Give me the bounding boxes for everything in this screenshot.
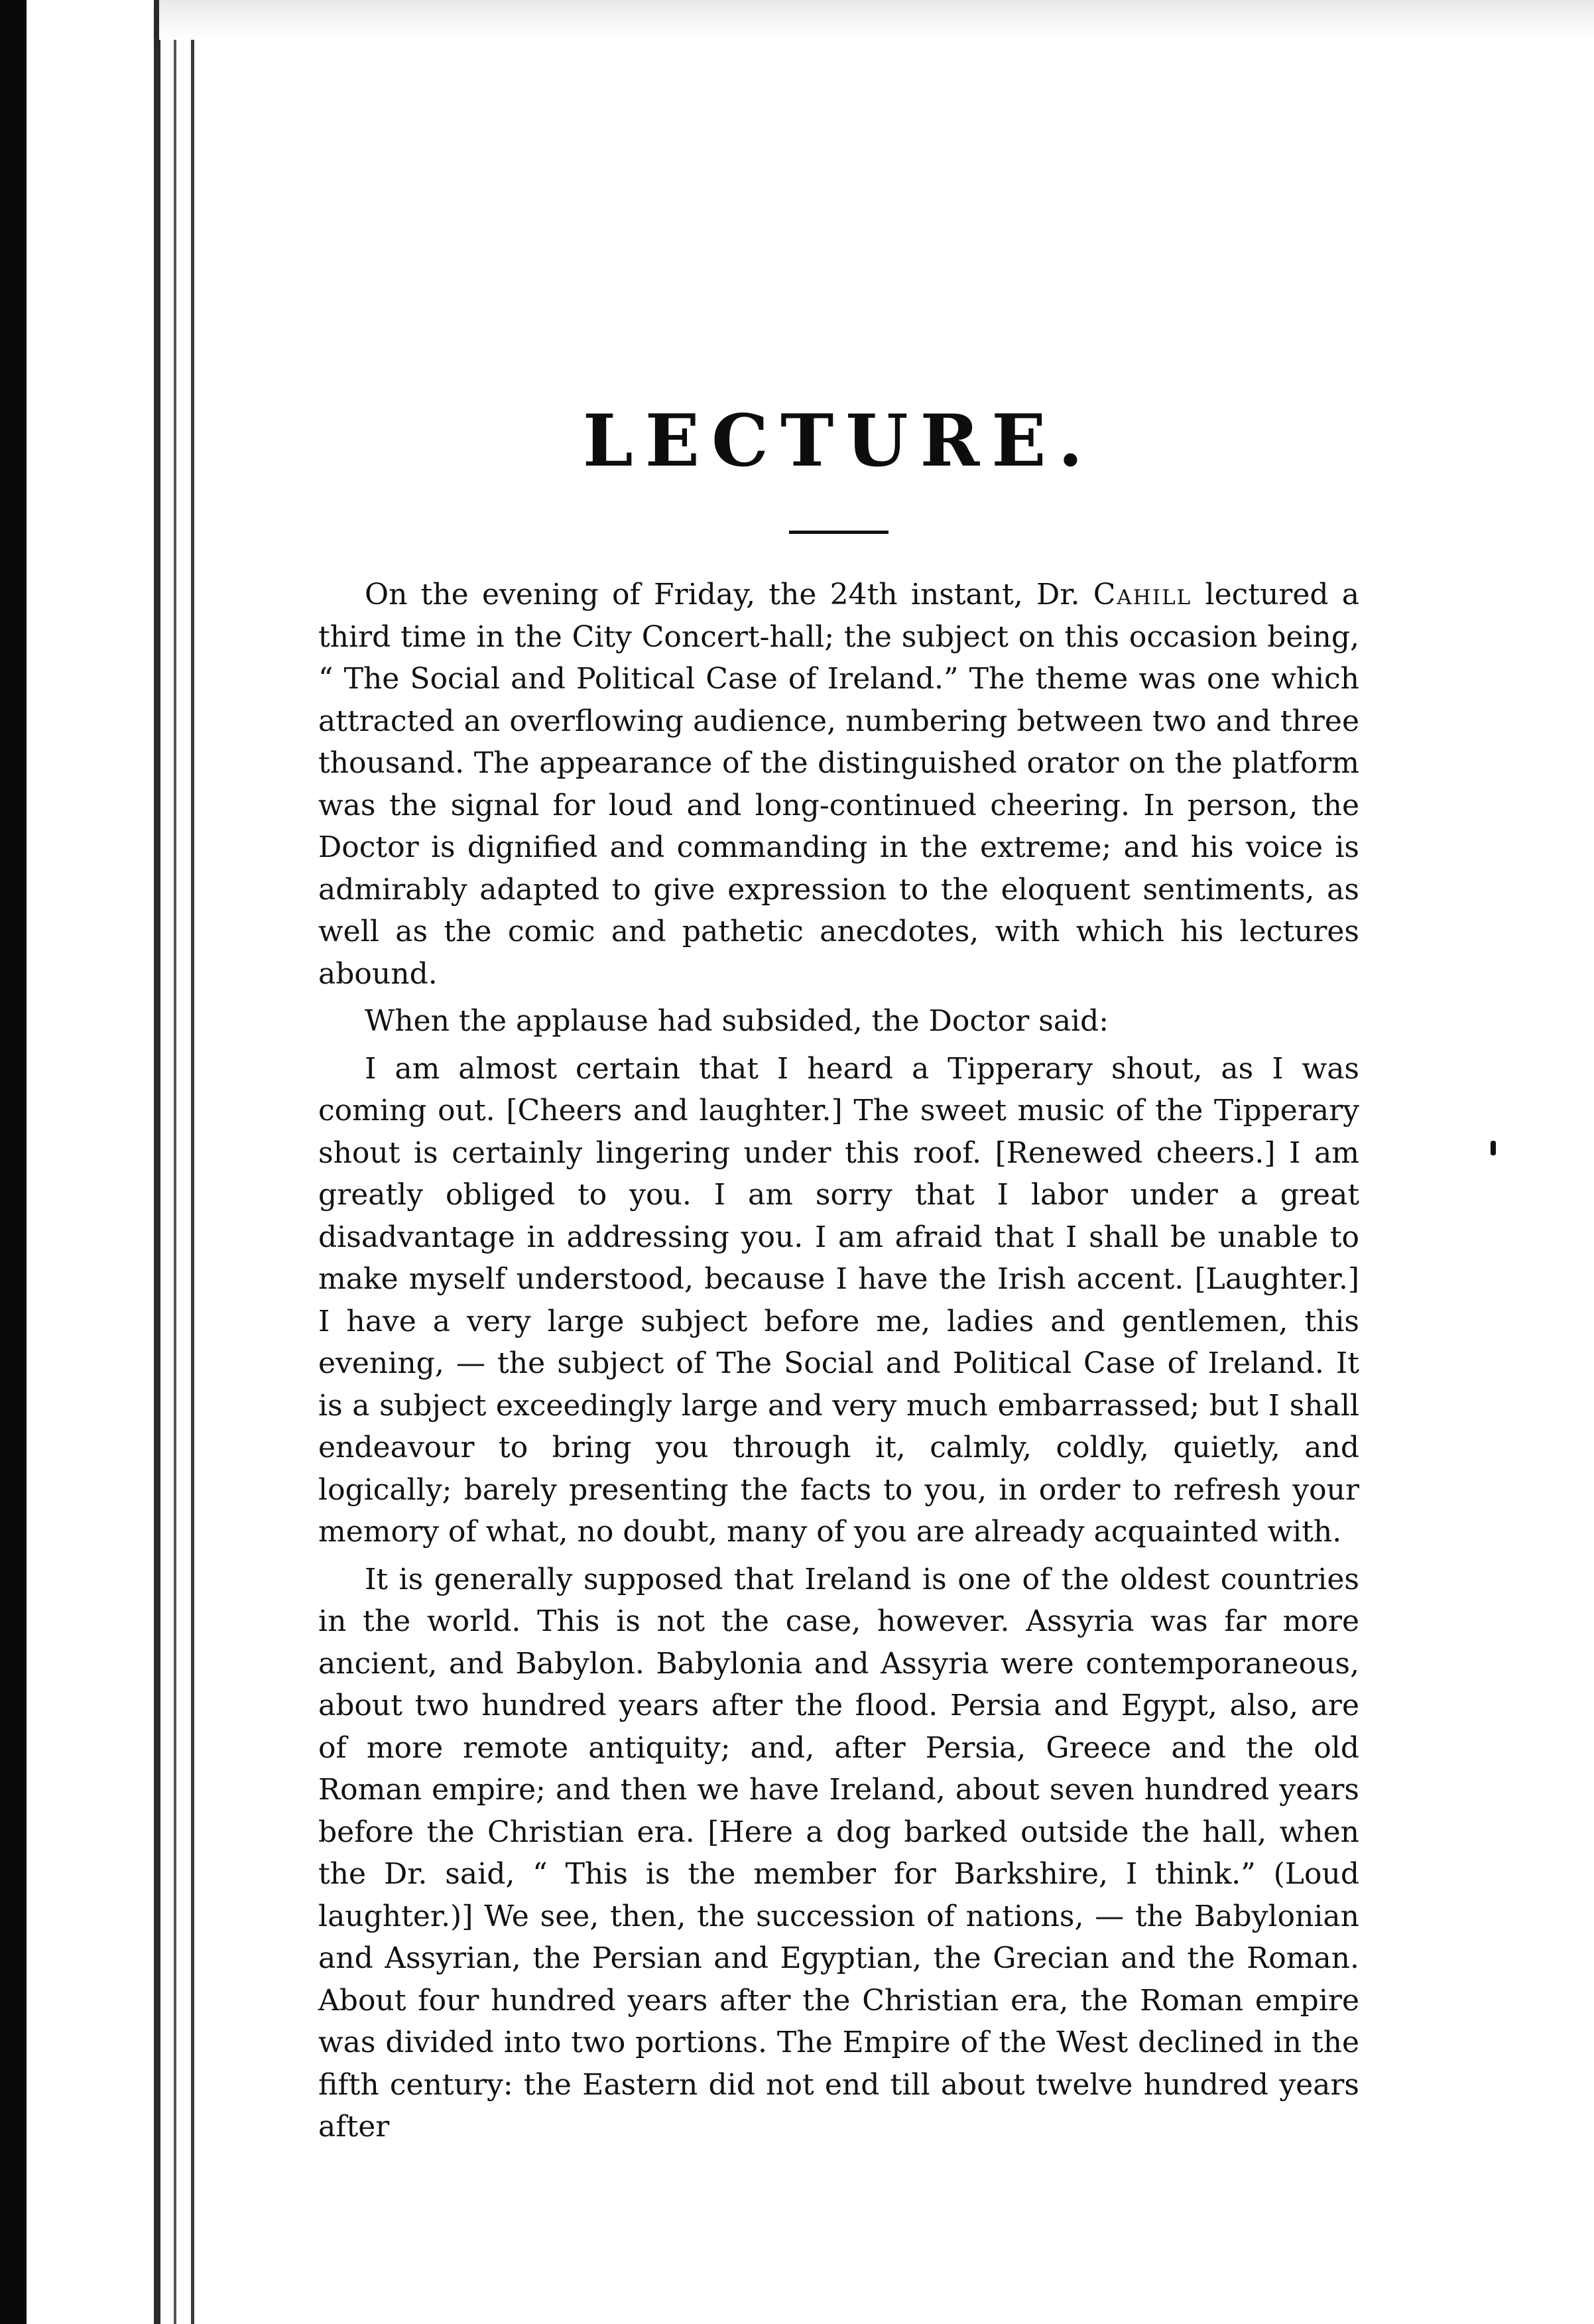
- page-content: [318, 398, 1359, 2154]
- binding-edge: [0, 0, 27, 2324]
- paragraph-intro-before: On the evening of Friday, the 24th instant, Dr.: [365, 578, 1093, 612]
- binding-shadow-line: [174, 0, 176, 2324]
- page-top-shading: [159, 0, 1594, 40]
- paragraph-applause: When the applause had subsided, the Doctor said:: [365, 1004, 1109, 1038]
- margin-mark: [1491, 1141, 1496, 1155]
- paragraph-intro: [318, 574, 1359, 995]
- binding-shadow-line-2: [191, 0, 194, 2324]
- paragraph-intro-after: lectured a third time in the City Concert-hall; the subject on this occasion being, “ The Social and Political Case of Ireland.” The theme was one which attracted an overflowing audience, numbering between two and three thousand. The appearance of the distinguished orator on the platform was the signal for loud and long-continued cheering. In person, the Doctor is dignified and commanding in the extreme; and his voice is admirably adapted to give expression to the eloquent sentiments, as well as the comic and pathetic anecdotes, with which his lectures abound.: [318, 578, 1359, 991]
- binding-shadow: [154, 0, 160, 2324]
- paragraph-tipperary: I am almost certain that I heard a Tipperary shout, as I was coming out. [Cheers and laughter.] The sweet music of the Tipperary shout is certainly lingering under this roof. [Renewed cheers.] I am greatly obliged to you. I am sorry that I labor under a great disadvantage in addressing you. I am afraid that I shall be unable to make myself understood, because I have the Irish accent. [Laughter.] I have a very large subject before me, ladies and gentlemen, this evening, — the subject of The Social and Political Case of Ireland. It is a subject exceedingly large and very much embarrassed; but I shall endeavour to bring you through it, calmly, coldly, quietly, and logically; barely presenting the facts to you, in order to refresh your memory of what, no doubt, many of you are already acquainted with.: [318, 1051, 1359, 1549]
- speaker-name: Cahill: [1093, 578, 1192, 612]
- paragraph-ireland-history: It is generally supposed that Ireland is one of the oldest countries in the world. This is not the case, however. Assyria was far more ancient, and Babylon. Babylonia and Assyria were contemporaneous, about two hundred years after the flood. Persia and Egypt, also, are of more remote antiquity; and, after Persia, Greece and the old Roman empire; and then we have Ireland, about seven hundred years before the Christian era. [Here a dog barked outside the hall, when the Dr. said, “ This is the member for Barkshire, I think.” (Loud laughter.)] We see, then, the succession of nations, — the Babylonian and Assyrian, the Persian and Egyptian, the Grecian and the Roman. About four hundred years after the Christian era, the Roman empire was divided into two portions. The Empire of the West declined in the fifth century: the Eastern did not end till about twelve hundred years after: [318, 1562, 1359, 2144]
- title-rule: [789, 531, 889, 534]
- lecture-title: LECTURE.: [582, 399, 1095, 483]
